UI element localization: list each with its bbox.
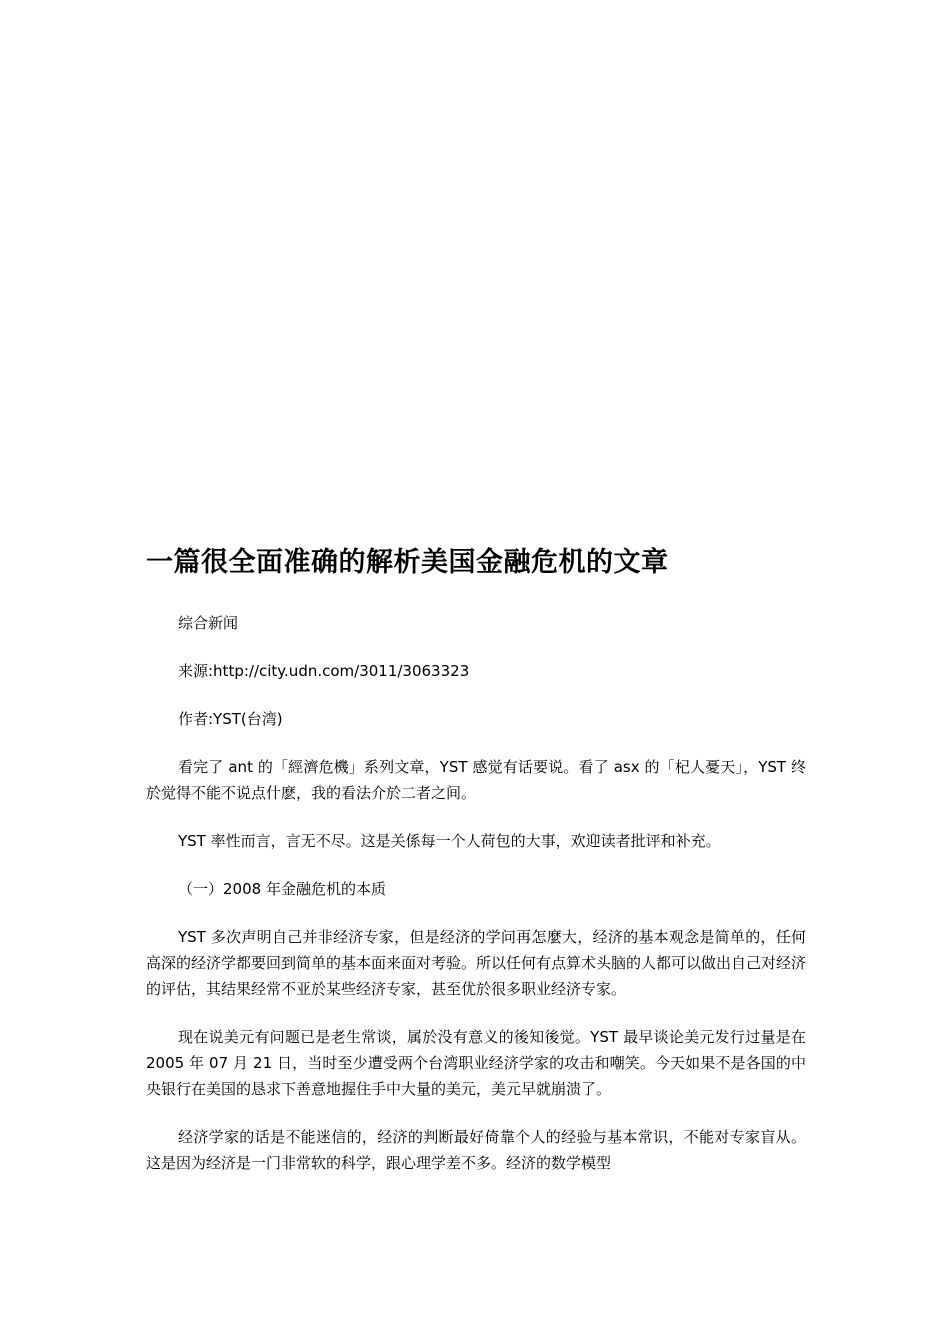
section-heading: （一）2008 年金融危机的本质 [178, 880, 386, 898]
article-source: 来源:http://city.udn.com/3011/3063323 [178, 662, 470, 680]
article-title: 一篇很全面准确的解析美国金融危机的文章 [146, 547, 669, 578]
paragraph: 现在说美元有问题已是老生常谈，属於没有意义的後知後觉。YST 最早谈论美元发行过量是在 2005 年 07 月 21 日，当时至少遭受两个台湾职业经济学家的攻击和嘲笑。今天如果不是各国的中央银行在美国的恳求下善意地握住手中大量的美元，美元早就崩溃了。 [146, 1028, 806, 1098]
paragraph: 经济学家的话是不能迷信的，经济的判断最好倚靠个人的经验与基本常识，不能对专家盲从。这是因为经济是一门非常软的科学，跟心理学差不多。经济的数学模型 [146, 1128, 806, 1172]
article-author: 作者:YST(台湾) [178, 710, 283, 728]
paragraph: 看完了 ant 的「經濟危機」系列文章，YST 感觉有话要说。看了 asx 的「杞人憂天」，YST 终於觉得不能不说点什麽，我的看法介於二者之间。 [146, 758, 806, 802]
article-body [146, 540, 806, 1198]
paragraph: YST 多次声明自己并非经济专家，但是经济的学问再怎麼大，经济的基本观念是简单的，任何高深的经济学都要回到简单的基本面来面对考验。所以任何有点算术头脑的人都可以做出自己对经济的评估，其结果经常不亚於某些经济专家，甚至优於很多职业经济专家。 [146, 928, 807, 998]
article-category: 综合新闻 [178, 614, 239, 632]
paragraph: YST 率性而言，言无不尽。这是关係每一个人荷包的大事，欢迎读者批评和补充。 [178, 832, 721, 850]
